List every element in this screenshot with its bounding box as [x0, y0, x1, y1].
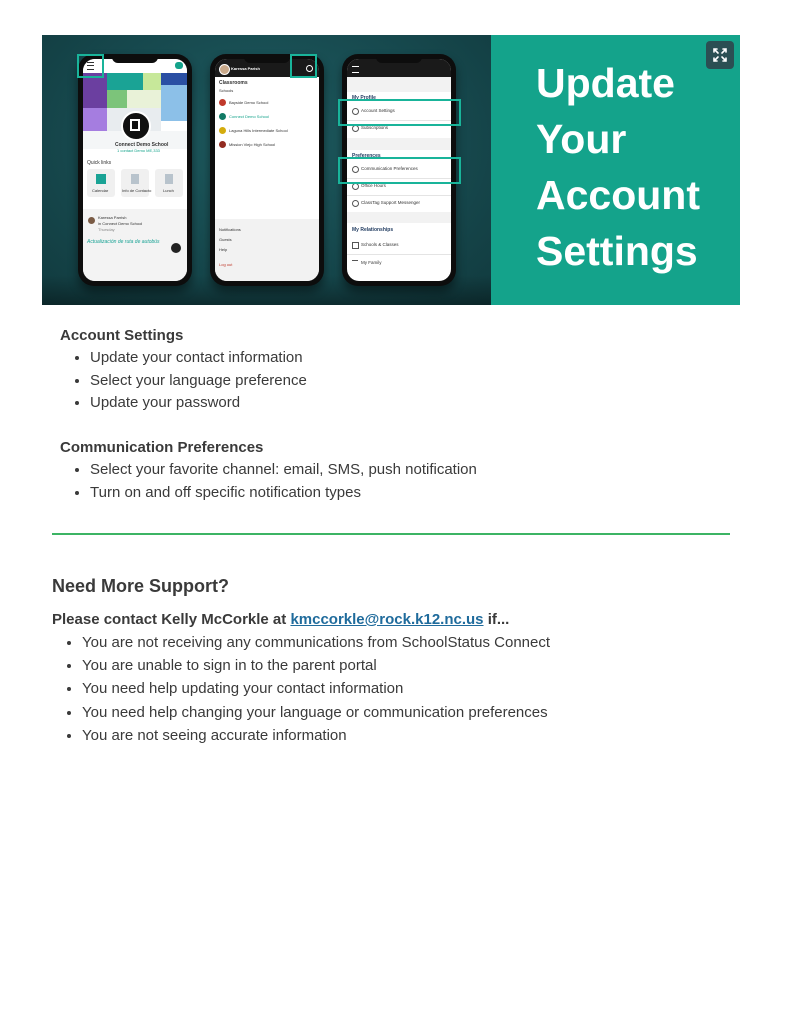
menu-help[interactable]: Help — [219, 247, 228, 252]
school-item-label[interactable]: Mission Viejo High School — [229, 142, 276, 147]
hero-title-line: Update — [536, 60, 675, 106]
support-messenger-item[interactable]: ClassTag Support Messenger — [361, 200, 421, 205]
menu-icon[interactable] — [352, 66, 359, 73]
post-author: Karessa Parrish — [98, 215, 127, 220]
office-hours-item[interactable]: Office Hours — [361, 183, 386, 188]
schools-classes-item[interactable]: Schools & Classes — [361, 242, 399, 247]
account-settings-heading: Account Settings — [60, 327, 184, 344]
account-settings-list — [60, 347, 307, 415]
avatar — [88, 217, 95, 224]
gear-highlight — [290, 54, 317, 78]
subscriptions-icon — [352, 125, 359, 132]
user-avatar — [219, 64, 230, 75]
quick-link-calendar[interactable]: Calendar — [87, 169, 115, 197]
communication-preferences-list — [60, 459, 477, 504]
school-item[interactable] — [219, 141, 226, 148]
list-item: • Update your password — [90, 392, 307, 415]
schools-label: Schools — [219, 88, 234, 93]
menu-notifications[interactable]: Notifications — [219, 227, 241, 232]
communication-preferences-highlight — [338, 157, 461, 184]
hero-title-line: Your — [536, 116, 627, 162]
hero-banner — [42, 35, 740, 305]
list-item: • Turn on and off specific notification types — [90, 482, 477, 505]
hero-title-line: Account — [536, 172, 700, 218]
communication-preferences-section — [60, 437, 477, 504]
list-item: • You are not receiving any communications from SchoolStatus Connect — [82, 631, 550, 654]
preferences-heading: Preferences — [352, 153, 381, 159]
school-sub: 1 contact Demo ME,333 — [117, 148, 160, 153]
support-icon — [352, 200, 359, 207]
contact-email-link[interactable]: kmccorkle@rock.k12.nc.us — [290, 611, 484, 628]
post-when: Thursday — [98, 227, 115, 232]
menu-highlight — [77, 54, 104, 78]
quick-link-lunch[interactable]: Lunch — [155, 169, 183, 197]
school-item[interactable] — [219, 99, 226, 106]
contact-prefix: Please contact Kelly McCorkle at — [52, 611, 287, 628]
quick-links-label: Quick links — [87, 160, 112, 166]
account-settings-item[interactable]: Account Settings — [361, 108, 395, 113]
contact-suffix: if... — [487, 611, 510, 628]
chat-icon — [175, 62, 183, 69]
home-icon — [352, 242, 359, 249]
list-item: • You are unable to sign in to the parent portal — [82, 654, 550, 677]
school-item-label[interactable]: Bayside Demo School — [229, 100, 269, 105]
list-item: • You need help changing your language or communication preferences — [82, 701, 550, 724]
post-where: in Connect Demo School — [98, 221, 143, 226]
user-name: Karessa Parish — [231, 66, 260, 71]
fab-button[interactable] — [171, 243, 181, 253]
school-name: Connect Demo School — [115, 142, 169, 148]
section-divider — [52, 533, 730, 535]
list-item: • Update your contact information — [90, 347, 307, 370]
phone-menu — [210, 54, 324, 286]
account-settings-section — [60, 325, 307, 415]
my-relationships-heading: My Relationships — [352, 227, 394, 233]
logout-link[interactable]: Log out — [219, 262, 233, 267]
school-logo — [121, 111, 151, 141]
menu-guests[interactable]: Guests — [219, 237, 232, 242]
list-item: • Select your favorite channel: email, SMS, push notification — [90, 459, 477, 482]
expand-icon — [706, 41, 734, 69]
post-link[interactable]: Actualización de ruta de autobús — [87, 239, 160, 245]
subscriptions-item[interactable]: Subscriptions — [361, 125, 389, 130]
family-icon — [352, 260, 358, 265]
classrooms-label: Classrooms — [219, 80, 248, 86]
communication-preferences-heading: Communication Preferences — [60, 439, 264, 456]
expand-button[interactable] — [706, 41, 734, 69]
clock-icon — [352, 183, 359, 190]
contact-line — [52, 609, 509, 631]
list-item: • You are not seeing accurate information — [82, 724, 550, 747]
school-item[interactable] — [219, 127, 226, 134]
quick-link-contact[interactable]: Info de Contacto — [121, 169, 149, 197]
support-title: Need More Support? — [52, 576, 230, 596]
school-item-label[interactable]: Connect Demo School — [229, 114, 270, 119]
school-item-label[interactable]: Laguna Hills Intermediate School — [229, 128, 288, 133]
hero-title — [536, 55, 736, 279]
my-profile-heading: My Profile — [352, 95, 376, 101]
list-item: • Select your language preference — [90, 370, 307, 393]
phone-school-home — [78, 54, 192, 286]
school-item[interactable] — [219, 113, 226, 120]
list-item: • You need help updating your contact information — [82, 677, 550, 700]
my-family-item[interactable]: My Family — [361, 260, 382, 265]
hero-title-line: Settings — [536, 228, 698, 274]
account-settings-highlight — [338, 99, 461, 126]
communication-preferences-item[interactable]: Communication Preferences — [361, 166, 418, 171]
support-list — [52, 631, 550, 747]
